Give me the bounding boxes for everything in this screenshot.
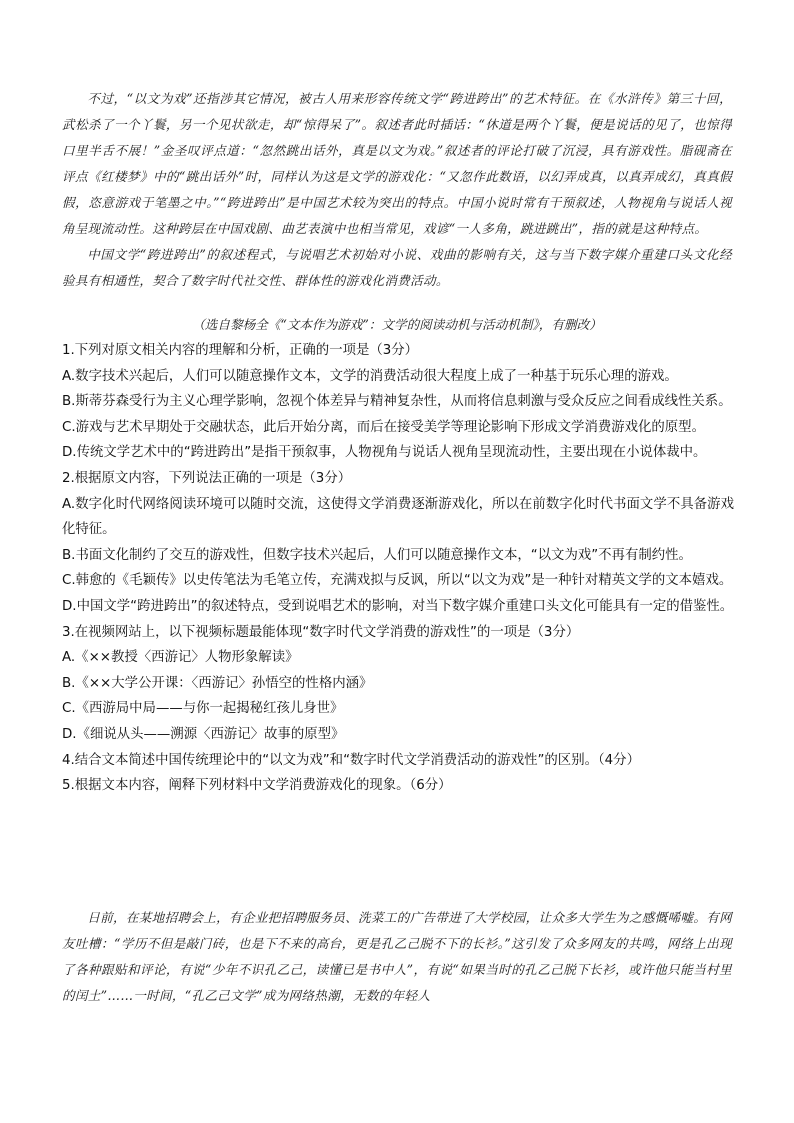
question-3-option-a: A.《××教授〈西游记〉人物形象解读》 [62, 650, 299, 666]
question-3-option-c: C.《西游局中局——与你一起揭秘红孩儿身世》 [62, 701, 344, 717]
question-1-option-b: B.斯蒂芬森受行为主义心理学影响，忽视个体差异与精神复杂性，从而将信息刺激与受众反应之间看成线性关系。 [62, 394, 732, 410]
question-block [62, 338, 734, 799]
question-2-option-b: B.书面文化制约了交互的游戏性，但数字技术兴起后，人们可以随意操作文本，“以文为戏”不再有制约性。 [62, 547, 692, 563]
question-3-stem: 3.在视频网站上，以下视频标题最能体现“数字时代文学消费的游戏性”的一项是（3分） [62, 624, 580, 640]
source-note: （选自黎杨全《“文本作为游戏”：文学的阅读动机与活动机制》，有删改） [192, 317, 602, 332]
question-1-option-a: A.数字技术兴起后，人们可以随意操作文本，文学的消费活动很大程度上成了一种基于玩乐心理的游戏。 [62, 368, 678, 384]
question-2-option-a: A.数字化时代网络阅读环境可以随时交流，这使得文学消费逐渐游戏化，所以在前数字化时代书面文学不具备游戏化特征。 [62, 496, 734, 538]
question-2-option-c: C.韩愈的《毛颖传》以史传笔法为毛笔立传，充满戏拟与反讽，所以“以文为戏”是一种针对精英文学的文本嬉戏。 [62, 573, 733, 589]
question-1-stem: 1.下列对原文相关内容的理解和分析，正确的一项是（3分） [62, 343, 419, 358]
passage-paragraph: 中国文学“跨进跨出”的叙述程式，与说唱艺术初始对小说、戏曲的影响有关，这与当下数字媒介重建口头文化经验具有相通性，契合了数字时代社交性、群体性的游戏化消费活动。 [62, 247, 732, 288]
question-2-option-d: D.中国文学“跨进跨出”的叙述特点，受到说唱艺术的影响，对当下数字媒介重建口头文化可能具有一定的借鉴性。 [62, 598, 734, 614]
question-3-option-b: B.《××大学公开课：〈西游记〉孙悟空的性格内涵》 [62, 675, 373, 691]
passage-paragraph: 日前，在某地招聘会上，有企业把招聘服务员、洗菜工的广告带进了大学校园，让众多大学生为之感慨唏嘘。有网友吐槽：“学历不但是敲门砖，也是下不来的高台，更是孔乙己脱不下的长衫。”这引发了众多网友的共鸣，网络上出现了各种跟贴和评论，有说“少年不识孔乙己，读懂已是书中人”，有说“如果当时的孔乙己脱下长衫，或许他只能当村里的闰土”……一时间，“孔乙己文学”成为网络热潮，无数的年轻人 [62, 910, 732, 1003]
question-5-stem: 5.根据文本内容，阐释下列材料中文学消费游戏化的现象。（6分） [62, 778, 452, 794]
question-3-option-d: D.《细说从头——溯源〈西游记〉故事的原型》 [62, 726, 345, 742]
passage-paragraph: 不过，“以文为戏”还指涉其它情况，被古人用来形容传统文学“跨进跨出”的艺术特征。在《水浒传》第三十回，武松杀了一个丫鬟，另一个见状欲走，却“惊得呆了”。叙述者此时插话：“休道是两个丫鬟，便是说话的见了，也惊得口里半舌不展！”金圣叹评点道：“忽然跳出话外，真是以文为戏。”叙述者的评论打破了沉浸，具有游戏性。脂砚斋在评点《红楼梦》中的“跳出话外”时，同样认为这是文学的游戏化：“又忽作此数语，以幻弄成真，以真弄成幻，真真假假，恣意游戏于笔墨之中。”“跨进跨出”是中国艺术较为突出的特点。中国小说时常有干预叙述，人物视角与说话人视角呈现流动性。这种跨层在中国戏剧、曲艺表演中也相当常见，戏谚“一人多角，跳进跳出”，指的就是这种特点。 [62, 91, 732, 236]
question-4-stem: 4.结合文本简述中国传统理论中的“以文为戏”和“数字时代文学消费活动的游戏性”的区别。（4分） [62, 752, 640, 768]
question-1-option-c: C.游戏与艺术早期处于交融状态，此后开始分离，而后在接受美学等理论影响下形成文学消费游戏化的原型。 [62, 419, 705, 435]
question-1-option-d: D.传统文学艺术中的“跨进跨出”是指干预叙事，人物视角与说话人视角呈现流动性，主要出现在小说体裁中。 [62, 445, 707, 461]
passage-bottom [62, 905, 732, 1009]
question-2-stem: 2.根据原文内容，下列说法正确的一项是（3分） [62, 470, 352, 486]
passage-top [62, 86, 732, 294]
